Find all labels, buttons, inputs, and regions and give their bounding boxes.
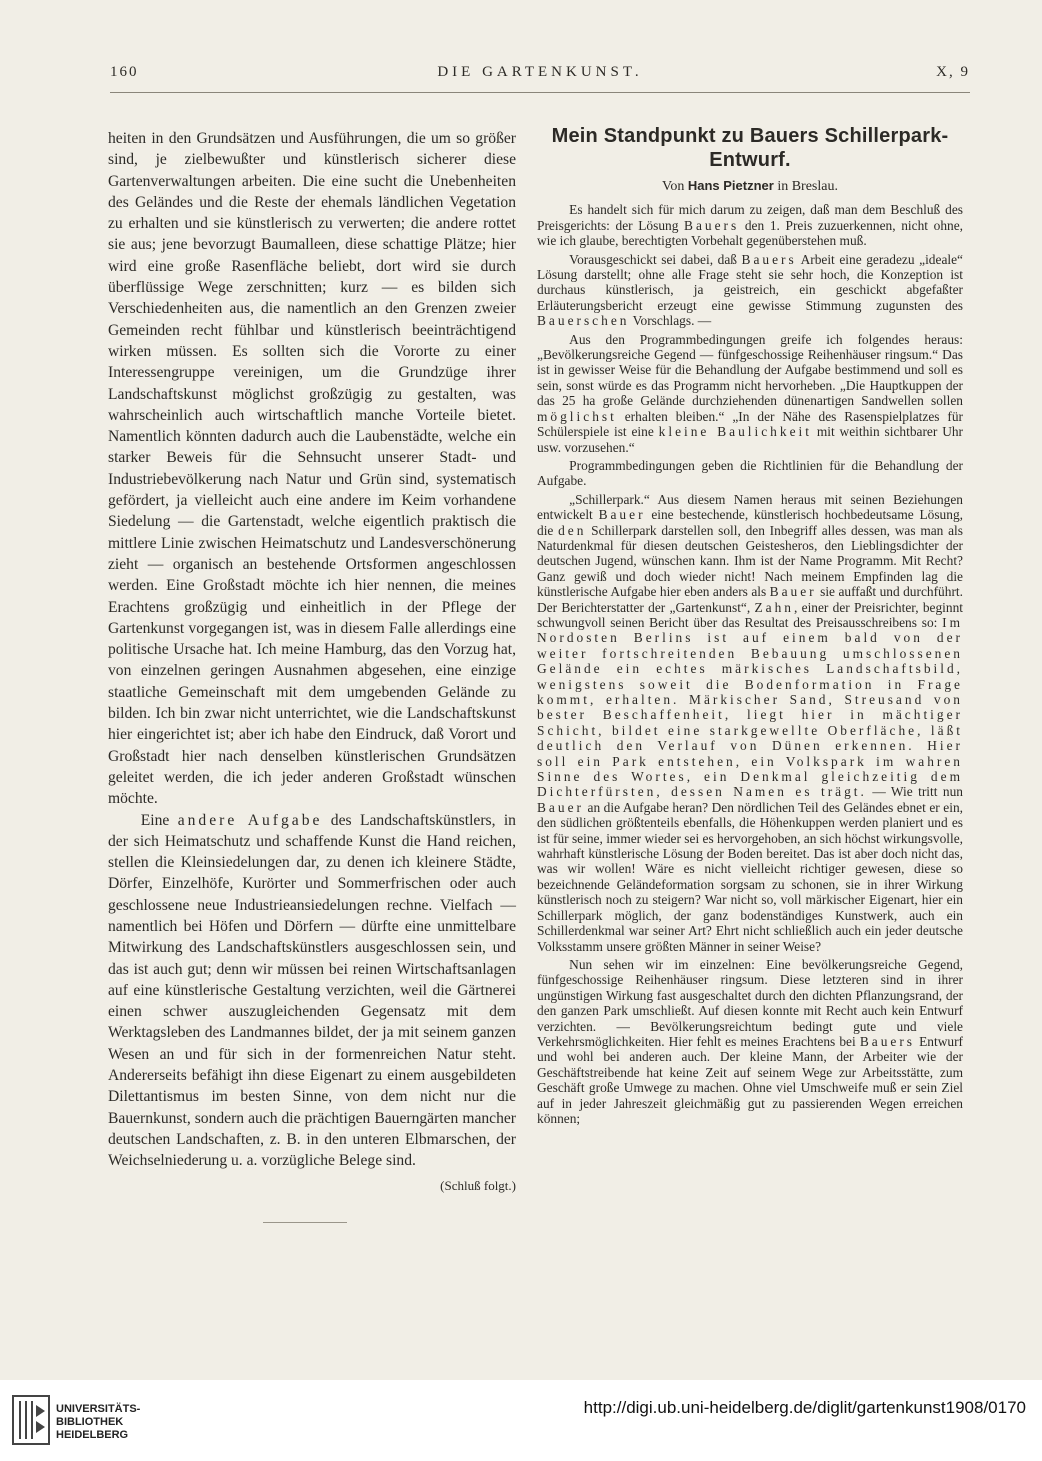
running-header: [110, 64, 970, 88]
right-paragraph-2: [537, 252, 963, 329]
spaced-emphasis: andere Aufgabe: [177, 811, 323, 829]
text-run: eine bestechende, künstlerisch hochbedeutsame Lösung, die: [537, 507, 963, 538]
spaced-emphasis: Bauer: [769, 584, 817, 600]
page-number: 160: [110, 64, 139, 80]
text-run: , einer der Preisrichter, beginnt schwungvoll seinen Bericht über das Resultat des Preisausschreibens so:: [537, 599, 963, 630]
spaced-emphasis: kleine Baulichkeit: [658, 424, 812, 440]
left-column: [108, 128, 516, 1196]
text-run: — Wie tritt nun: [866, 784, 963, 800]
text-run: den 1. Preis zuzuerkennen, nicht ohne, wie ich glaube, berechtigten Vorbehalt gegenüberstehen muß.: [537, 217, 964, 249]
author-name: Hans Pietzner: [687, 178, 774, 193]
article-end-rule: [263, 1222, 347, 1223]
volume-number: X, 9: [936, 64, 970, 80]
text-run: Es handelt sich für mich darum zu zeigen, daß man dem Beschluß des Preisgerichts: der Lösung: [537, 202, 963, 233]
left-paragraph-2: [108, 810, 516, 1193]
right-paragraph-3: [537, 332, 963, 455]
text-run: Aus den Programmbedingungen greife ich folgendes heraus: „Bevölkerungsreiche Gegend — fünfgeschossige Reihenhäuser ringsum.“ Das ist in gewisser Weise für die Behandlung der Aufgabe bestimmend und soll es sein, sonst würde es das Programm nicht hervorheben. „Die Hauptkuppen der das 25 ha große Gelände durchziehenden dünenartigen Sandwellen sollen: [537, 331, 963, 409]
text-run: an die Aufgabe heran? Den nördlichen Teil des Geländes ebnet er ein, den südlichen größtenteils ebenfalls, die Höhenkuppen werden planiert und es ist für seine, immer wieder sei es hervorgehoben, an sich höchst wirkungsvolle, wahrhaft künstlerische Lösung der Boden bereitet. Das ist aber doch nicht das, was wir wollen! Wäre es nicht vielleicht richtiger gewesen, diese so bezeichnende Geländeformation sorgsam zu schonen, sie in ihrer Wirkung künstlerisch noch zu steigern? War nicht so, voll märkischer Eigenart, hier ein Schillerpark möglich, der ganz bodenständiges Kunstwerk, auch ein Schillerdenkmal war seiner Art? Ehrt nicht schließlich auch ein jeder deutsche Volksstamm unsere größten Männer in seiner Weise?: [537, 799, 963, 954]
right-paragraph-4: Programmbedingungen geben die Richtlinien für die Behandlung der Aufgabe.: [537, 457, 963, 489]
spaced-emphasis: den: [558, 522, 587, 538]
spaced-emphasis: Bauerschen: [537, 313, 630, 329]
continued-note: (Schluß folgt.): [440, 1177, 516, 1193]
text-run: Entwurf und wohl bei anderen auch. Der kleine Mann, der Arbeiter wie der Geschäftstreibende hat keine Zeit auf seinem Wege zur Arbeitsstätte, zum Geschäft große Umwege zu machen. Ohne viel Umschweife muß er sein Ziel auf in jeder Jahreszeit gleichmäßig gut zu passierenden Wegen erreichen können;: [537, 1033, 963, 1126]
text-run: mit weithin sichtbarer Uhr usw. vorzusehen.“: [537, 424, 964, 455]
text-run: in Breslau.: [773, 179, 838, 194]
spaced-emphasis: Bauers: [741, 251, 797, 267]
text-run: Arbeit eine geradezu „ideale“ Lösung darstellt; ohne alle Frage steht sie sehr hoch, die Konzeption ist durchaus künstlerisch, ja geistreich, ein geschickt abgefaßter Erläuterungsbericht erzeugt eine gewisse Stimmung zugunsten des: [537, 251, 963, 313]
text-run: erhalten bleiben.“ „In der Nähe des Rasenspielplatzes für Schülerspiele ist eine: [537, 408, 963, 440]
text-run: Schillerpark darstellen soll, den Inbegriff alles dessen, was man als Naturdenkmal für diesen deutschen Geistesheros, den Lieblingsdichter der deutschen Jugend, wünschen kann. Ihm ist der Name Programm. Mit Recht? Ganz gewiß und doch wieder nicht! Nach meinem Empfinden lag die künstlerische Aufgabe hier eben anders als: [537, 522, 963, 600]
spaced-quote: Im Nordosten Berlins ist auf einem bald von der weiter fortschreitenden Bebauung umschlossenen Gelände ein echtes märkisches Landschaftsbild, wenigstens soweit die Bodenformation in Frage kommt, erhalten. Märkischer Sand, Streusand von bester Beschaffenheit, liegt hier in mächtiger Schicht, bildet eine starkgewellte Oberfläche, läßt deutlich den Verlauf von Dünen erkennen. Hier soll ein Park entstehen, ein Volkspark im wahren Sinne des Wortes, ein Denkmal gleichzeitig dem Dichterfürsten, dessen Namen es trägt.: [537, 614, 963, 800]
library-name: [56, 1403, 140, 1442]
source-url-link[interactable]: http://digi.ub.uni-heidelberg.de/diglit/gartenkunst1908/0170: [583, 1398, 1026, 1417]
spaced-emphasis: Bauer: [598, 507, 646, 523]
header-rule: [110, 92, 970, 93]
left-paragraph-1: heiten in den Grundsätzen und Ausführungen, die um so größer sind, je zielbewußter und künstlerisch sicherer diese Gartenverwaltungen arbeiten. Die eine sucht die Unebenheiten des Geländes und die Reste der ehemals ländlichen Vegetation zu erhalten und sie künstlerisch zu verwerten; die andere rottet sie aus; jene bevorzugt Baumalleen, diese schattige Plätze; hier wird eine große Rasenfläche beliebt, dort wird sie durch überflüssige Wege zerschnitten; kurz — es bilden sich Verschiedenheiten aus, die namentlich an den Grenzen zweier Gemeinden recht fühlbar und künstlerisch beeinträchtigend wirken müssen. Es sollten sich die Vororte zu einer Interessengruppe vereinigen, um die Grundzüge ihrer Landschaftskunst möglichst großzügig zu gestalten, was wahrscheinlich auch wirtschaftlich manche Vorteile bietet. Namentlich könnten dadurch auch die Laubenstädte, welche ein starker Beweis für die Sehnsucht unserer Stadt- und Industriebevölkerung nach Natur und Grün sind, systematisch gefördert, ja vielleicht auch eine andere im Keim vorhandene Siedelung — die Gartenstadt, welche eigentlich praktisch die mittlere Linie zwischen Heimatschutz und Landesverschönerung zieht — organisch an bestehende Ortsformen angeschlossen werden. Eine Großstadt möchte ich hier nennen, die meines Erachtens großzügig und einheitlich in der Pflege der Gartenkunst vorgegangen ist, was in diesem Falle allerdings eine politische Ursache hat. Ich meine Hamburg, das den Vorzug hat, von einzelnen geringen Ausnahmen abgesehen, eine einzige staatliche Gemeinschaft mit dem umgebenden Gelände zu bilden. Ich bin zwar nicht unterrichtet, wie die Landschaftskunst hier eingerichtet ist; aber ich habe den Eindruck, daß Vorort und Großstadt hier nach denselben künstlerischen Grundsätzen geleitet werden, die ich jeder anderen Großstadt wünschen möchte.: [108, 130, 516, 808]
right-column: [537, 124, 963, 1129]
text-run: Nun sehen wir im einzelnen: Eine bevölkerungsreiche Gegend, fünfgeschossige Reihenhäuser ringsum. Diese letzteren sind in ihrer ungünstigen Wirkung fast ausgeschaltet durch den dichten Pflanzungsrand, der den ganzen Park umschließt. Auf diesen konnte mit Recht auch kein Entwurf verzichten. — Bevölkerungsreichtum bedingt gute und viele Verkehrsmöglichkeiten. Hier fehlt es meines Erachtens bei: [537, 956, 963, 1049]
text-run: Eine: [140, 811, 178, 829]
text-run: „Schillerpark.“ Aus diesem Namen heraus mit seinen Beziehungen entwickelt: [537, 491, 963, 523]
byline: [537, 178, 963, 194]
library-line: UNIVERSITÄTS-: [56, 1403, 141, 1415]
library-line: BIBLIOTHEK: [56, 1416, 124, 1428]
spaced-emphasis: möglichst: [537, 408, 617, 424]
text-run: des Landschaftskünstlers, in der sich Heimatschutz und schaffende Kunst die Hand reichen, stellen die Kleinsiedelungen dar, zu denen ich kleinere Städte, Dörfer, Einzelhöfe, Kurörter und Sommerfrischen oder auch geschlossene neue Industrieansiedelungen rechne. Vielfach — namentlich bei Höfen und Dörfern — dürfte eine unmittelbare Mitwirkung des Landschaftskünstlers ausgeschlossen sein, und das ist auch gut; denn wir müssen bei reinen Wirtschaftsanlagen auf eine künstlerische Gestaltung verzichten, weil die Gärtnerei einen schwer auszugleichenden Gegensatz mit dem Werktagsleben des Landmannes bildet, der ja mit seinem ganzen Wesen an und für sich in der formenreichen Natur steht. Andererseits befähigt ihn diese Eigenart zu einem ausgebildeten Dilettantismus im besten Sinne, von dem nicht nur die Bauernkunst, sondern auch die prächtigen Bauerngärten mancher deutschen Landschaften, z. B. in den unteren Elbmarschen, der Weichselniederung u. a. vorzügliche Belege sind.: [108, 811, 516, 1170]
right-paragraph-6: [537, 957, 963, 1126]
viewer-footer: [0, 1380, 1042, 1461]
right-paragraph-1: [537, 202, 963, 248]
text-run: Vorausgeschickt sei dabei, daß: [569, 251, 742, 267]
right-paragraph-5: [537, 492, 963, 954]
text-run: Vorschlags. —: [629, 313, 712, 329]
article-title: Mein Standpunkt zu Bauers Schillerpark-Entwurf.: [551, 125, 949, 171]
library-line: HEIDELBERG: [56, 1429, 129, 1441]
journal-title: DIE GARTENKUNST.: [437, 64, 643, 80]
spaced-emphasis: Bauers: [859, 1033, 916, 1049]
library-logo-icon: [12, 1395, 50, 1445]
text-run: Von: [662, 179, 688, 194]
spaced-emphasis: Bauer: [537, 799, 584, 815]
spaced-emphasis: Bauers: [684, 217, 740, 233]
spaced-emphasis: Zahn: [754, 599, 794, 615]
text-run: sie auffaßt und durchführt. Der Berichterstatter der „Gartenkunst“,: [537, 584, 963, 615]
